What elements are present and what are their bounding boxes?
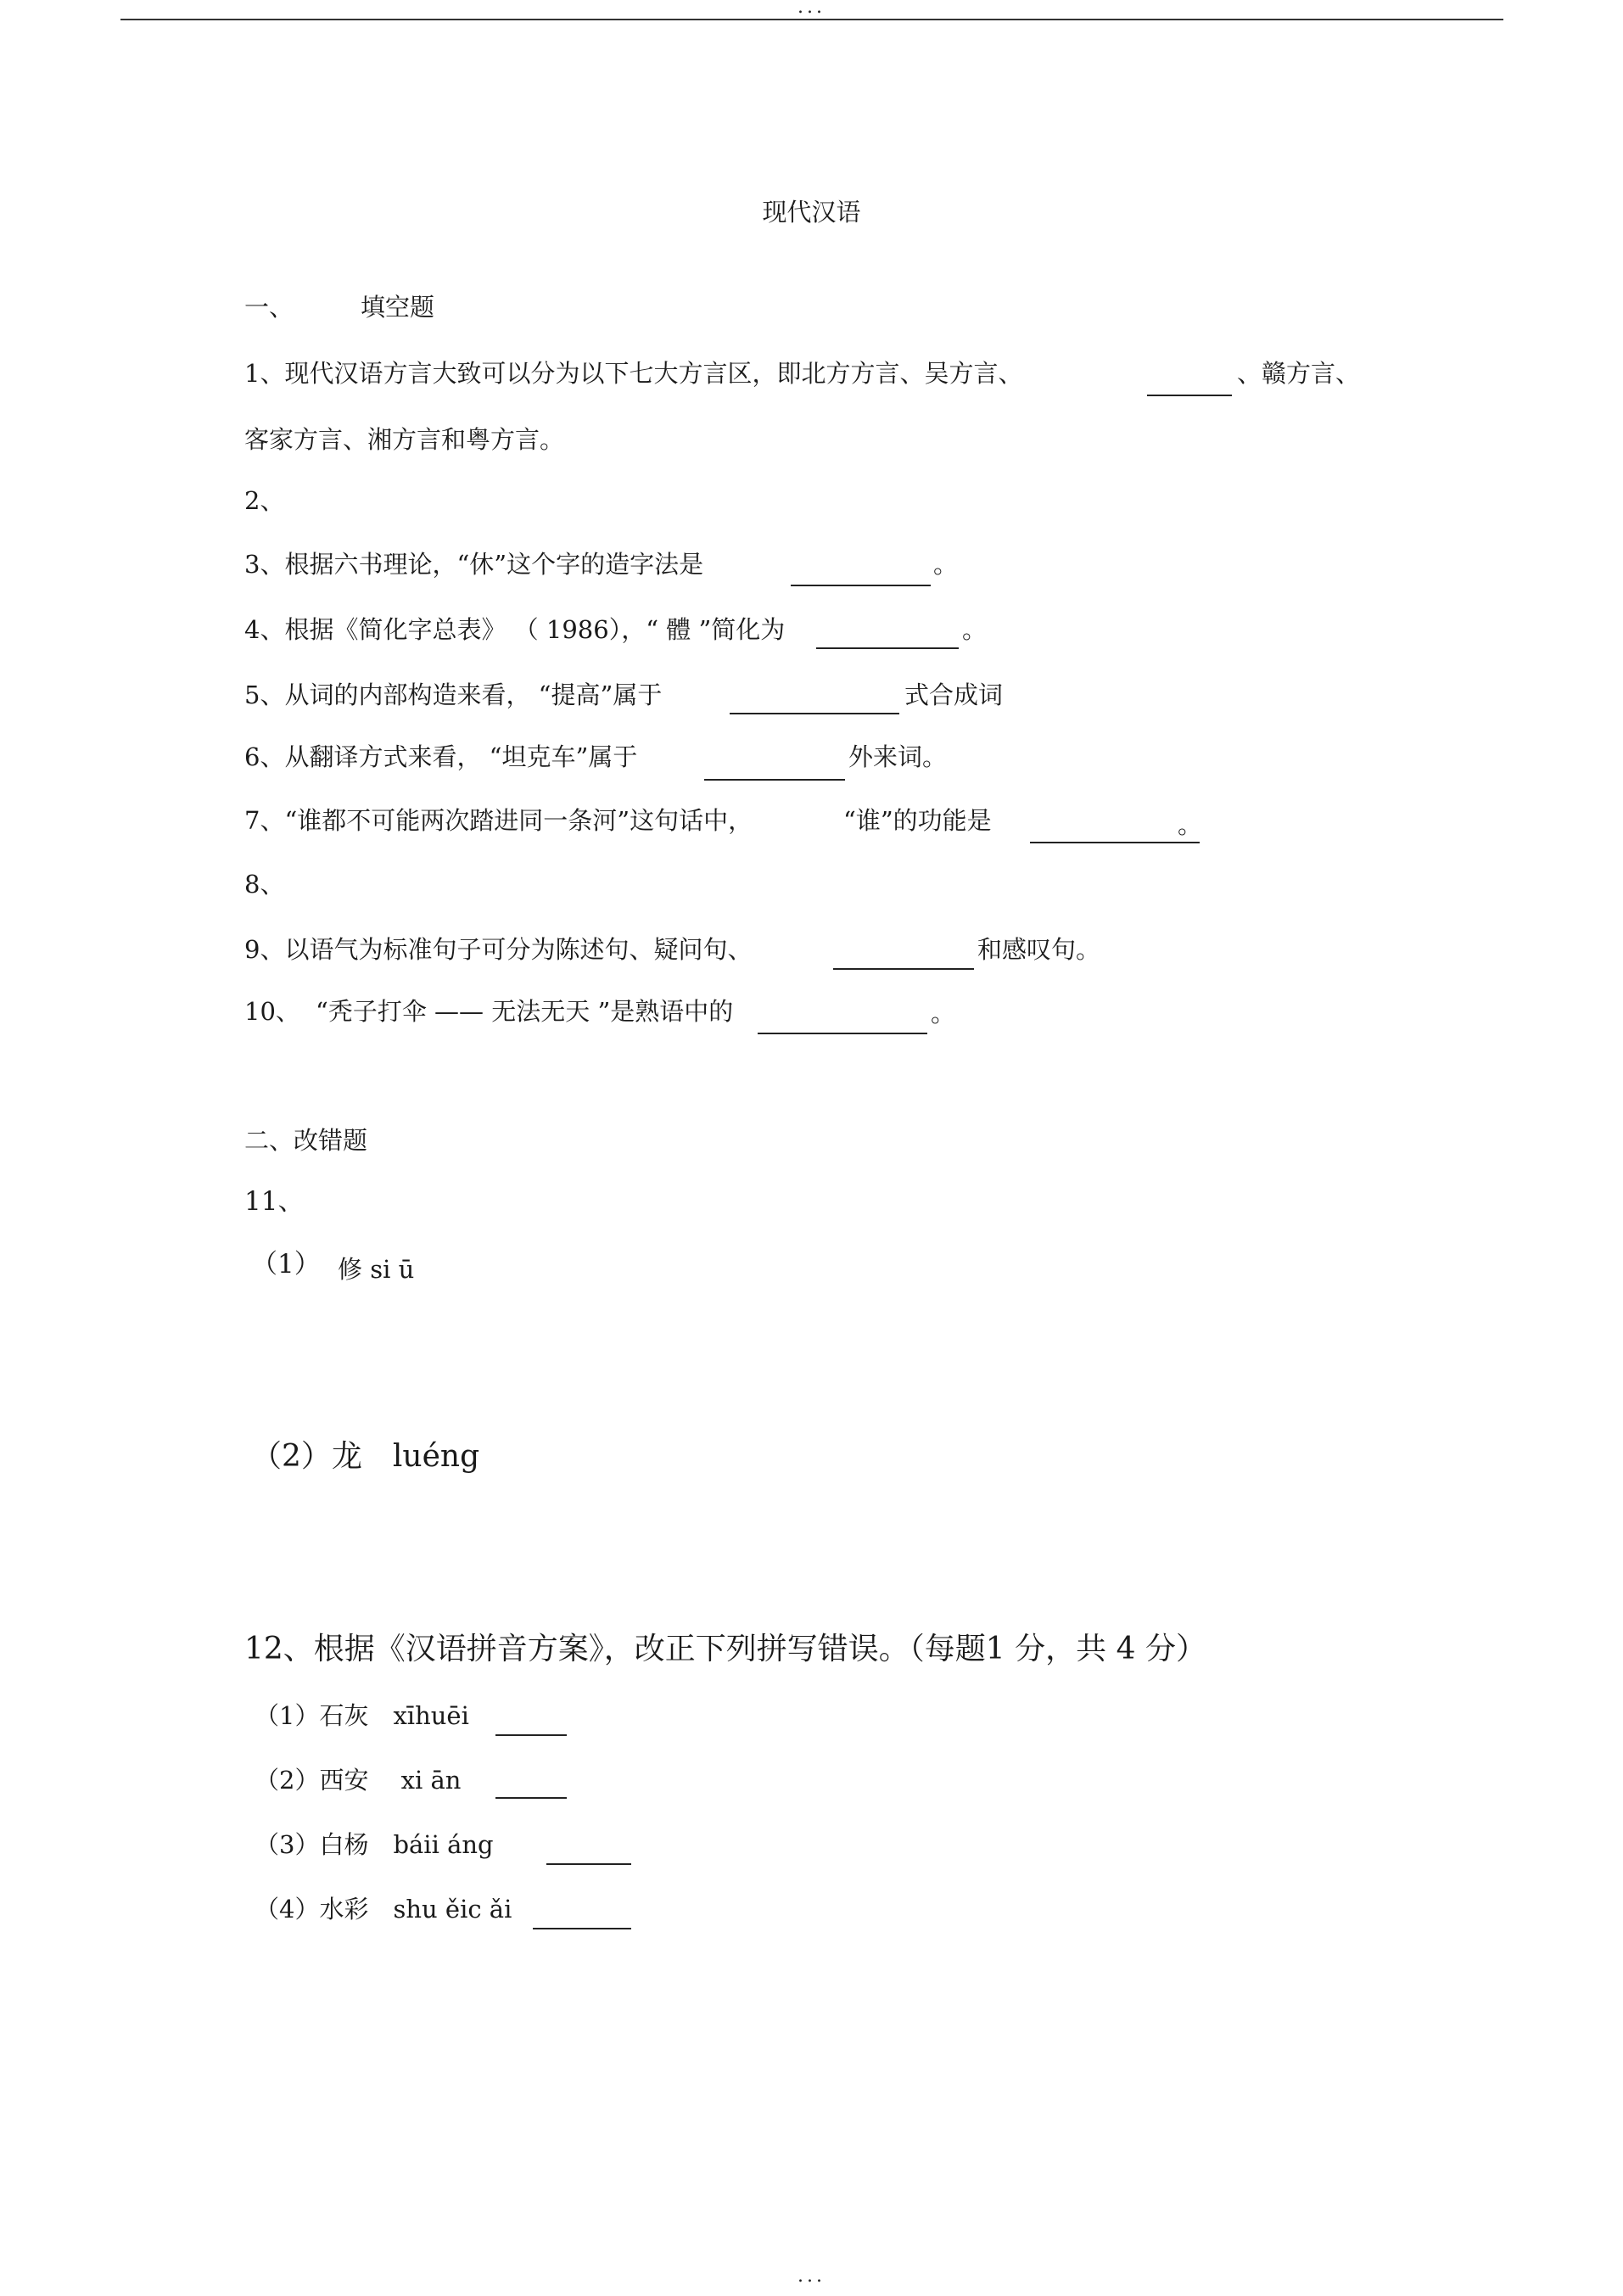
question-9-blank[interactable] <box>833 968 974 970</box>
question-1-blank[interactable] <box>1147 395 1232 396</box>
question-1-line-1: 1、现代汉语方言大致可以分为以下七大方言区，即北方方言、吴方言、 <box>244 359 1023 388</box>
question-9-end: 和感叹句。 <box>977 935 1101 964</box>
question-12: 12、根据《汉语拼音方案》，改正下列拼写错误。（每题1 分，共 4 分） <box>244 1632 1206 1666</box>
header-rule <box>120 19 1503 20</box>
item-4: （4）水彩 shu ěic ǎi <box>255 1895 512 1924</box>
question-11-1: 修 si ū <box>338 1255 415 1284</box>
question-10-number: 10、 <box>244 997 300 1026</box>
question-5-blank[interactable] <box>730 713 899 714</box>
item-4-blank[interactable] <box>533 1928 631 1929</box>
question-11-2: （2）龙 luéng <box>251 1439 480 1474</box>
question-7-blank[interactable] <box>1030 842 1200 843</box>
question-4-blank[interactable] <box>816 647 959 649</box>
question-7-middle: “谁”的功能是 <box>843 806 992 835</box>
section-2-label: 二、改错题 <box>244 1126 368 1155</box>
header-dots: ... <box>798 0 825 18</box>
question-5-end: 式合成词 <box>904 680 1004 709</box>
question-11: 11、 <box>244 1186 305 1217</box>
section-1-number: 一、 <box>244 293 294 322</box>
item-3: （3）白杨 báii áng <box>255 1830 494 1859</box>
question-8: 8、 <box>244 870 285 899</box>
item-1: （1）石灰 xīhuēi <box>255 1701 469 1730</box>
question-1-line-2: 客家方言、湘方言和粤方言。 <box>244 425 565 454</box>
question-3-end: 。 <box>933 550 959 579</box>
question-9: 9、以语气为标准句子可分为陈述句、疑问句、 <box>244 935 753 964</box>
question-6-blank[interactable] <box>704 779 845 781</box>
question-7-end: 。 <box>1178 810 1203 839</box>
question-2: 2、 <box>244 486 285 515</box>
page-title: 现代汉语 <box>762 198 861 227</box>
footer-dots: ... <box>798 2265 825 2287</box>
item-1-blank[interactable] <box>495 1734 567 1736</box>
item-2: （2）西安 xi ān <box>255 1766 462 1795</box>
item-3-blank[interactable] <box>546 1863 631 1865</box>
question-10-end: 。 <box>931 999 956 1028</box>
question-1-after-blank: 、赣方言、 <box>1237 359 1361 388</box>
question-4: 4、根据《简化字总表》 （ 1986），“ 體 ”简化为 <box>244 615 786 644</box>
question-4-end: 。 <box>962 615 988 644</box>
question-6-end: 外来词。 <box>848 742 948 771</box>
item-2-blank[interactable] <box>495 1797 567 1799</box>
question-10: “秃子打伞 —— 无法无天 ”是熟语中的 <box>316 997 734 1026</box>
question-6: 6、从翻译方式来看， “坦克车”属于 <box>244 742 638 771</box>
question-7: 7、“谁都不可能两次踏进同一条河”这句话中， <box>244 806 753 835</box>
question-5: 5、从词的内部构造来看， “提高”属于 <box>244 680 663 709</box>
question-3: 3、根据六书理论，“休”这个字的造字法是 <box>244 550 704 579</box>
question-10-blank[interactable] <box>758 1033 927 1034</box>
question-11-1-number: （1） <box>251 1249 321 1280</box>
question-3-blank[interactable] <box>791 585 931 586</box>
section-1-label: 填空题 <box>361 293 435 322</box>
